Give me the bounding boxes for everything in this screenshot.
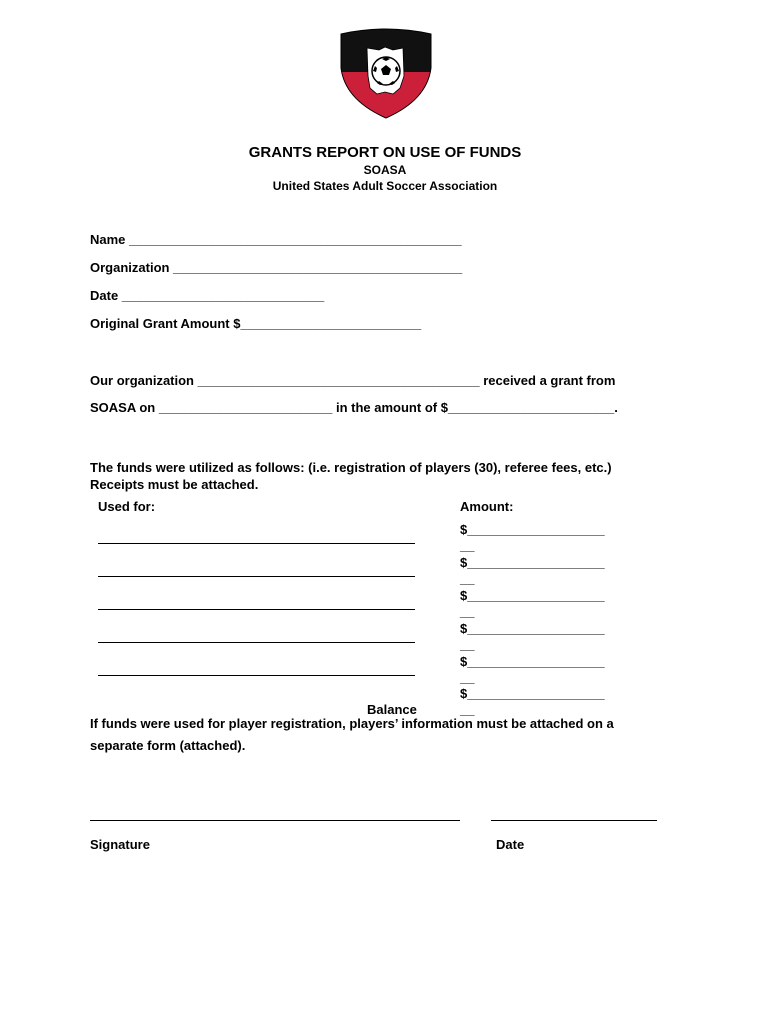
amount-field-tail: __ — [460, 637, 475, 652]
used-for-line[interactable] — [98, 642, 415, 643]
amount-field-tail: __ — [460, 571, 475, 586]
date-line[interactable] — [491, 820, 657, 821]
funds-intro: The funds were utilized as follows: (i.e. registration of players (30), referee fees, etc.) — [90, 460, 612, 475]
registration-note-1: If funds were used for player registration, players’ information must be attached on a — [90, 716, 614, 731]
balance-field[interactable]: $___________________ — [460, 686, 605, 701]
amount-field-tail: __ — [460, 604, 475, 619]
date-field[interactable]: Date ____________________________ — [90, 288, 325, 303]
amount-label: Amount: — [460, 499, 514, 514]
amount-field-tail: __ — [460, 538, 475, 553]
soccer-ball-icon — [372, 57, 400, 85]
name-field[interactable]: Name ______________________________________________ — [90, 232, 462, 247]
amount-field[interactable]: $___________________ — [460, 654, 605, 669]
amount-field-tail: __ — [460, 670, 475, 685]
statement-line-1[interactable]: Our organization _______________________________________ received a grant from — [90, 373, 616, 388]
used-for-line[interactable] — [98, 576, 415, 577]
used-for-line[interactable] — [98, 543, 415, 544]
used-for-line[interactable] — [98, 675, 415, 676]
receipts-note: Receipts must be attached. — [90, 477, 259, 492]
signature-label: Signature — [90, 837, 150, 852]
balance-label: Balance — [367, 702, 417, 717]
soasa-logo — [337, 28, 435, 120]
page-title: GRANTS REPORT ON USE OF FUNDS — [248, 144, 522, 161]
amount-field[interactable]: $___________________ — [460, 522, 605, 537]
organization-field[interactable]: Organization ________________________________________ — [90, 260, 463, 275]
statement-line-2[interactable]: SOASA on ________________________ in the amount of $_______________________. — [90, 400, 618, 415]
amount-field[interactable]: $___________________ — [460, 555, 605, 570]
org-short: SOASA — [363, 163, 407, 177]
used-for-line[interactable] — [98, 609, 415, 610]
balance-field-tail: __ — [460, 702, 475, 717]
org-full: United States Adult Soccer Association — [272, 179, 498, 193]
registration-note-2: separate form (attached). — [90, 738, 246, 753]
date-label: Date — [496, 837, 525, 852]
grant-amount-field[interactable]: Original Grant Amount $_________________________ — [90, 316, 422, 331]
signature-line[interactable] — [90, 820, 460, 821]
amount-field[interactable]: $___________________ — [460, 621, 605, 636]
amount-field[interactable]: $___________________ — [460, 588, 605, 603]
used-for-label: Used for: — [98, 499, 156, 514]
